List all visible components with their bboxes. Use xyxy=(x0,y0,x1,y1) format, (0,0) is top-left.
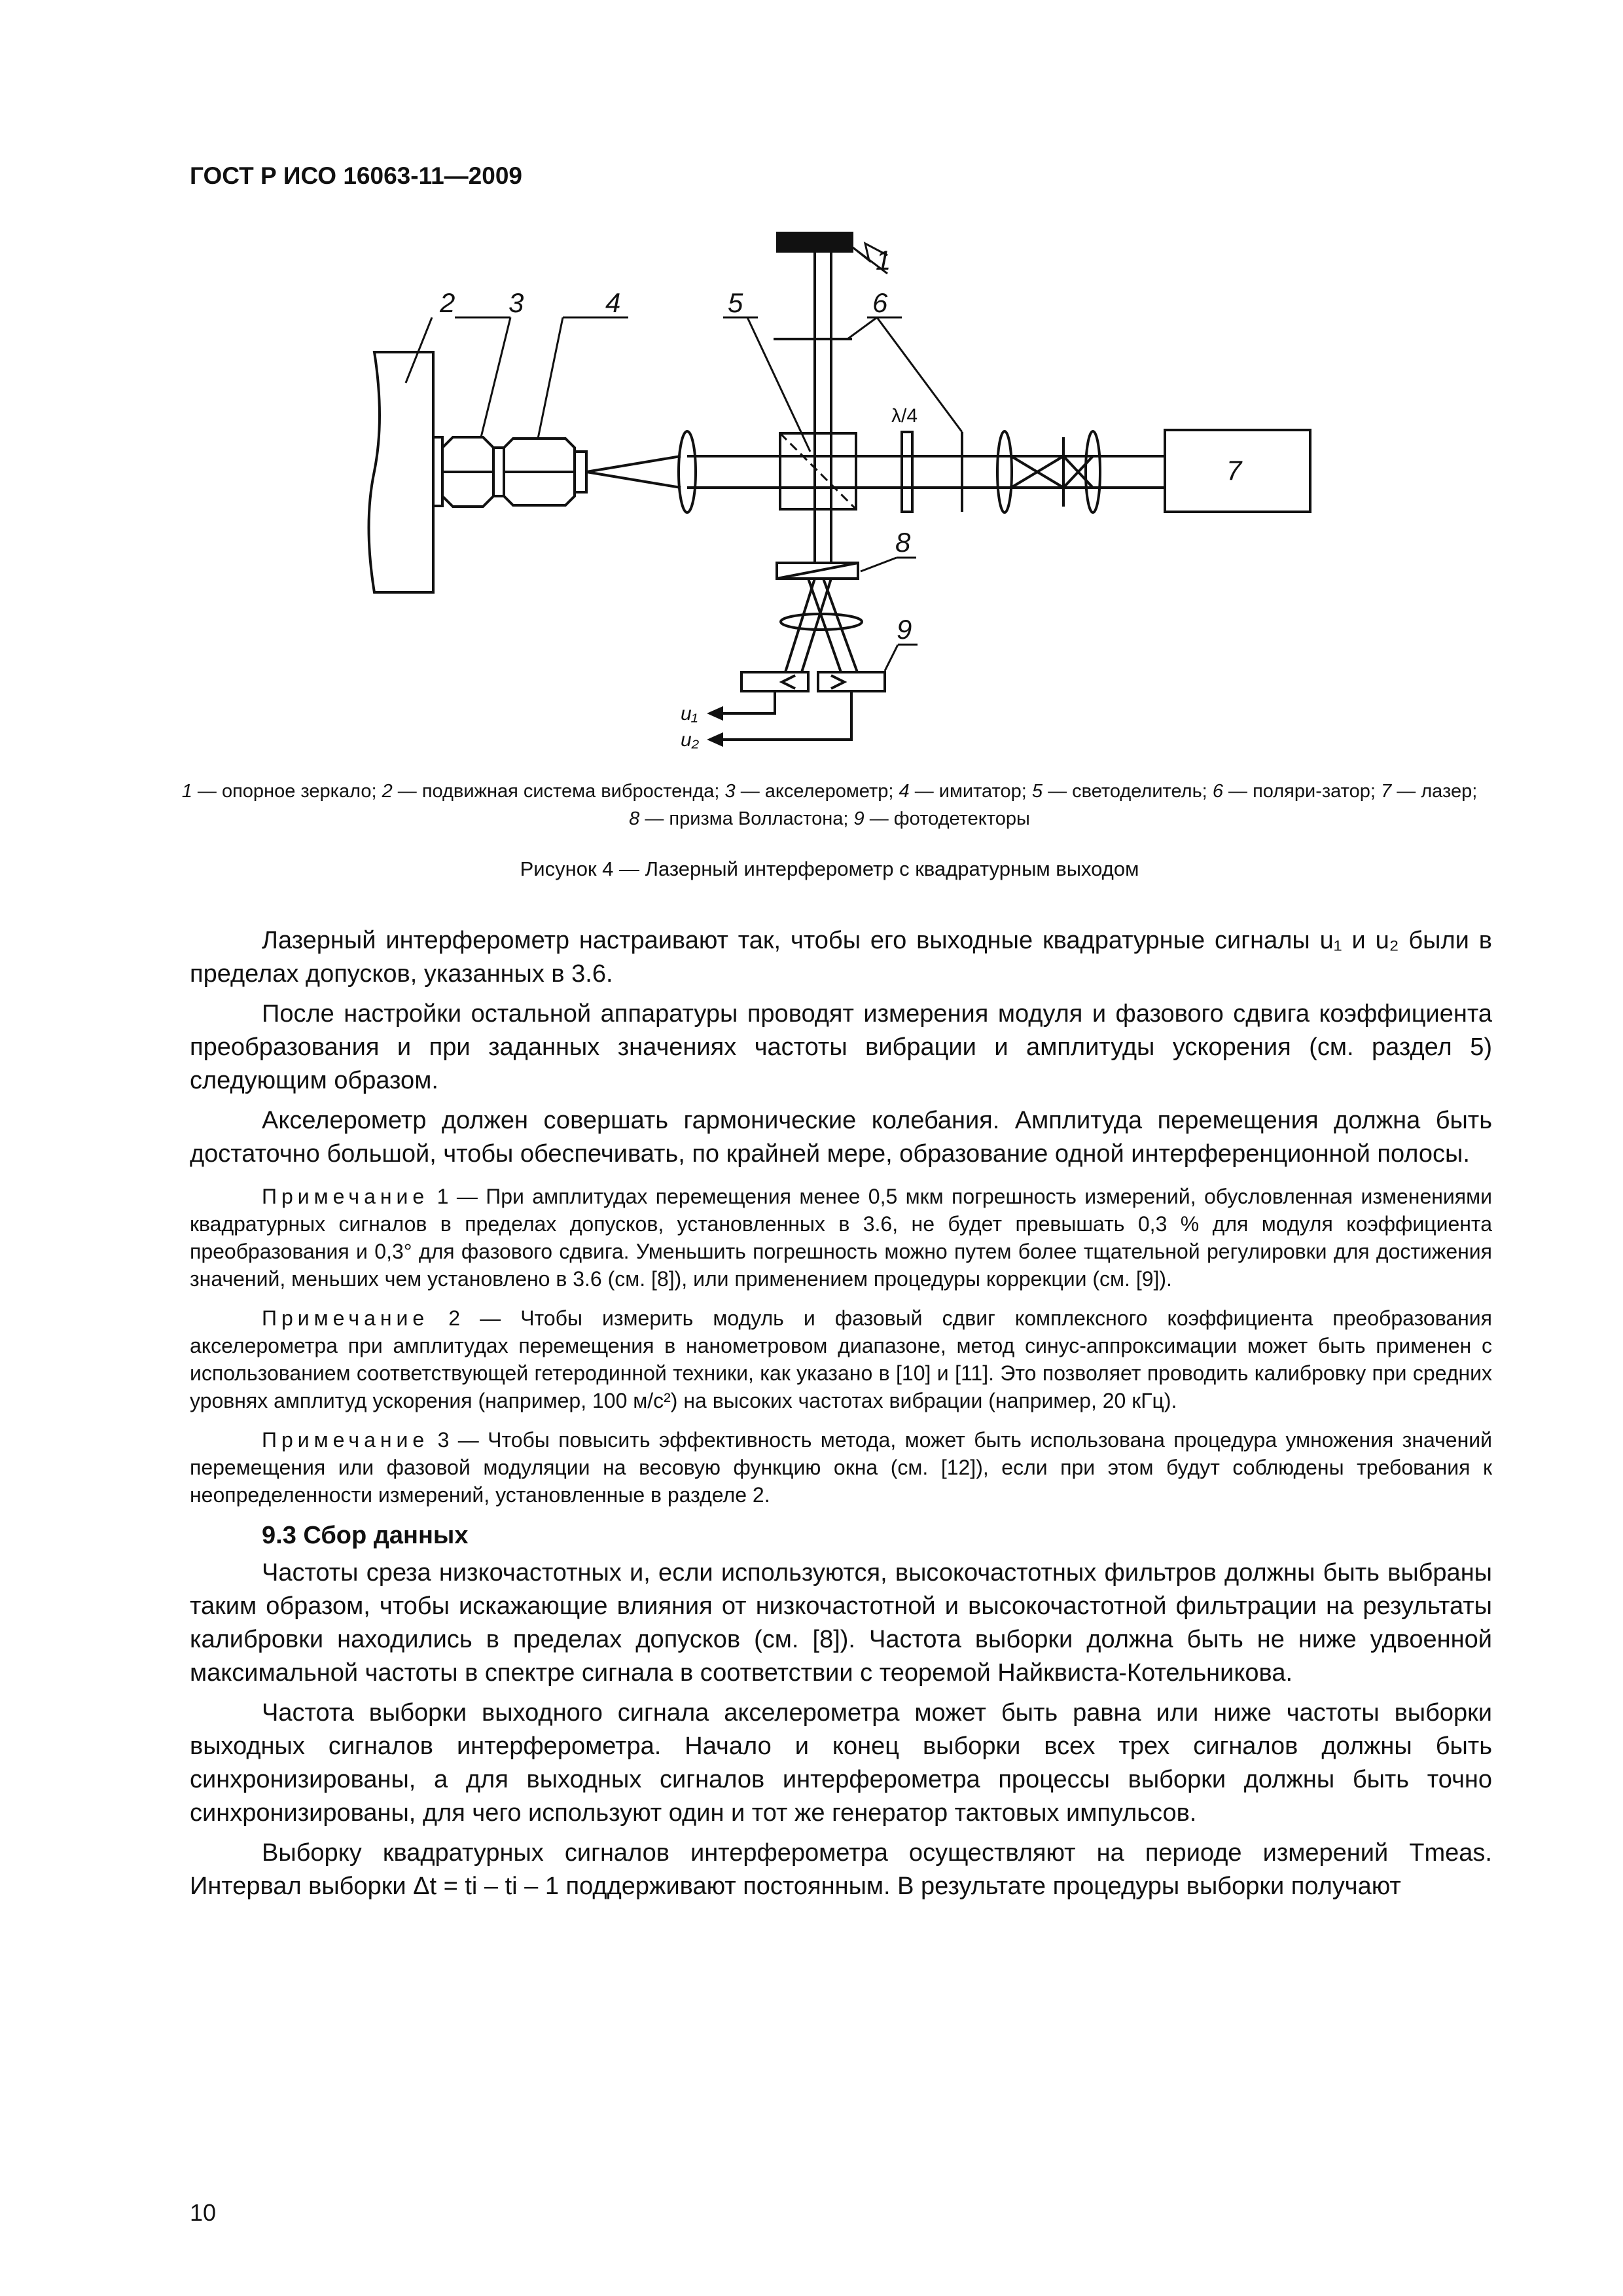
label-6: 6 xyxy=(872,287,888,318)
note-2: Примечание 2 — Чтобы измерить модуль и фазовый сдвиг комплексного коэффициента преобразования акселерометра при амплитудах перемещения в нанометровом диапазоне, метод синус-аппроксимации может быть применен с использованием соответствующей гетеродинной техники, как указано в [10] и [11]. Это позволяет проводить калибровку при средних уровнях амплитуд ускорения (например, 100 м/с²) на высоких частотах вибрации (например, 20 кГц). xyxy=(190,1306,1493,1412)
label-u2: u₂ xyxy=(681,729,700,751)
lens-left xyxy=(679,431,696,512)
paragraph: Выборку квадратурных сигналов интерферометра осуществляют на периоде измерений Tmeas. Интервал выборки Δt = ti – ti – 1 поддерживают постоянным. В результате процедуры выборки получают xyxy=(190,1839,1492,1900)
photodetector-right xyxy=(818,672,885,691)
reference-mirror xyxy=(777,233,852,251)
note-3: Примечание 3 — Чтобы повысить эффективность метода, может быть использована процедура умножения значений перемещения или фазовой модуляции на весовую функцию окна (см. [12]), если при этом будут соблюдены требования к неопределенности измерений, установленные в разделе 2. xyxy=(190,1428,1493,1507)
body-text xyxy=(190,924,1492,1910)
paragraph: Акселерометр должен совершать гармонические колебания. Амплитуда перемещения должна быть достаточно большой, чтобы обеспечивать, по крайней мере, образование одной интерференционной полосы. xyxy=(190,1107,1492,1168)
label-9: 9 xyxy=(897,614,912,645)
vibration-exciter xyxy=(369,352,434,592)
photodetector-left xyxy=(741,672,808,691)
accelerometer xyxy=(433,437,442,506)
label-3: 3 xyxy=(508,287,524,318)
label-8: 8 xyxy=(895,527,911,558)
label-u1: u₁ xyxy=(681,703,698,725)
label-2: 2 xyxy=(440,287,455,318)
lens-right-2 xyxy=(1086,431,1100,512)
paragraph: Лазерный интерферометр настраивают так, чтобы его выходные квадратурные сигналы u₁ и u₂ были в пределах допусков, указанных в 3.6. xyxy=(190,927,1492,988)
interferometer-figure xyxy=(0,0,1623,772)
document-header: ГОСТ Р ИСО 16063-11—2009 xyxy=(190,162,522,189)
page-number: 10 xyxy=(190,2199,217,2226)
label-4: 4 xyxy=(605,287,621,318)
figure-caption: Рисунок 4 — Лазерный интерферометр с квадратурным выходом xyxy=(520,857,1139,880)
label-7: 7 xyxy=(1226,455,1242,486)
lens-right-1 xyxy=(997,431,1012,512)
paragraph: После настройки остальной аппаратуры проводят измерения модуля и фазового сдвига коэффициента преобразования и при заданных значениях частоты вибрации и амплитуды ускорения (см. раздел 5) следующим образом. xyxy=(190,1000,1492,1094)
section-title: 9.3 Сбор данных xyxy=(262,1522,469,1549)
figure-legend: 1 — опорное зеркало; 2 — подвижная система вибростенда; 3 — акселерометр; 4 — имитатор; 5 — светоделитель; 6 — поляри-затор; 7 — лазер; 8 — призма Волластона; 9 — фотодетекторы xyxy=(181,781,1478,829)
paragraph: Частоты среза низкочастотных и, если используются, высокочастотных фильтров должны быть выбраны таким образом, чтобы искажающие влияния от низкочастотной и высокочастотной фильтрации на результаты калибровки находились в пределах допусков (см. [8]). Частота выборки должна быть не ниже удвоенной максимальной частоты в спектре сигнала в соответствии с теоремой Найквиста-Котельникова. xyxy=(190,1559,1492,1687)
paragraph: Частота выборки выходного сигнала акселерометра может быть равна или ниже частоты выборки выходных сигналов интерферометра. Начало и конец выборки всех трех сигналов должны быть синхронизированы, а для выходных сигналов интерферометра процессы выборки должны быть точно синхронизированы, для чего используют один и тот же генератор тактовых импульсов. xyxy=(190,1699,1492,1827)
label-1: 1 xyxy=(876,245,891,276)
label-5: 5 xyxy=(728,287,743,318)
quarter-wave-plate xyxy=(902,432,912,512)
label-lambda: λ/4 xyxy=(891,405,918,427)
note-1: Примечание 1 — При амплитудах перемещения менее 0,5 мкм погрешность измерений, обусловленная изменениями квадратурных сигналов в пределах допусков, установленных в 3.6, не будет превышать 0,3 % для модуля коэффициента преобразования и 0,3° для фазового сдвига. Уменьшить погрешность можно путем более тщательной регулировки для достижения значений, меньших чем установлено в 3.6 (см. [8]), или применением процедуры коррекции (см. [9]). xyxy=(190,1185,1493,1291)
